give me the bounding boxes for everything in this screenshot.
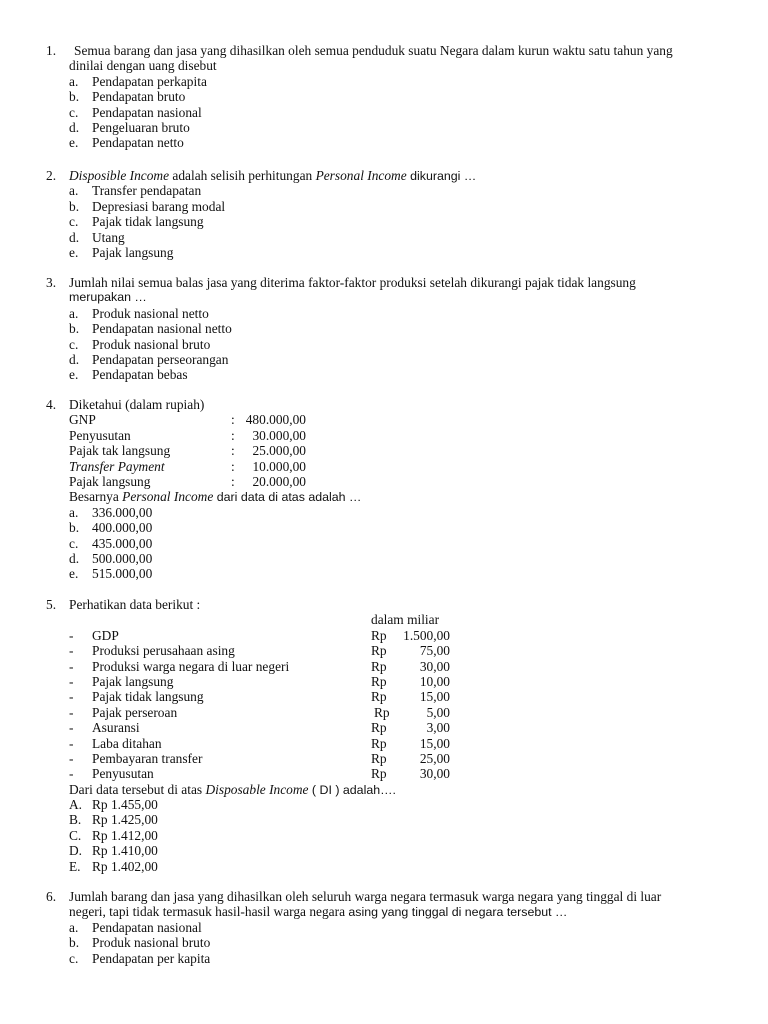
option-text: Transfer pendapatan <box>92 183 202 199</box>
item-label: Penyusutan <box>92 766 154 782</box>
option-letter: c. <box>69 336 79 352</box>
term-disposable-income: Disposable Income <box>205 781 309 797</box>
option-text: Pajak langsung <box>92 244 174 260</box>
option-text: Pendapatan nasional netto <box>92 321 232 337</box>
option-letter: a. <box>69 305 79 321</box>
option-e <box>0 367 768 382</box>
item-label: Pajak perseroan <box>92 704 178 720</box>
option-d <box>0 230 768 245</box>
stem-text: Besarnya <box>69 489 123 505</box>
question-ask <box>69 489 719 504</box>
option-letter: b. <box>69 198 80 214</box>
option-letter: c. <box>69 104 79 120</box>
data-colon: : <box>231 427 235 443</box>
option-text: Produk nasional bruto <box>92 935 211 951</box>
option-letter: e. <box>69 135 79 151</box>
stem-line <box>69 489 719 504</box>
data-colon: : <box>231 443 235 459</box>
term-personal-income: Personal Income <box>315 168 407 183</box>
data-colon: : <box>231 412 235 428</box>
item-label: GDP <box>92 627 119 643</box>
stem-text: ( DI ) adalah…. <box>308 782 396 797</box>
option-e <box>0 135 768 150</box>
item-amount: 15,00 <box>419 689 450 705</box>
option-text: Produk nasional netto <box>92 305 209 321</box>
option-text: Rp 1.402,00 <box>92 858 158 874</box>
data-row-transfer-payment <box>0 459 768 474</box>
item-amount: 3,00 <box>426 720 450 736</box>
stem-text: adalah selisih perhitungan <box>169 168 316 183</box>
stem-line: Jumlah barang dan jasa yang dihasilkan oleh seluruh warga negara termasuk warga negara yang tinggal di luar <box>69 889 662 904</box>
data-label: Pajak langsung <box>69 473 151 489</box>
currency: Rp <box>371 720 387 736</box>
option-text: 435.000,00 <box>92 535 153 551</box>
question-1 <box>0 43 768 151</box>
option-text: Depresiasi barang modal <box>92 198 226 214</box>
option-e <box>0 859 768 874</box>
question-ask <box>69 782 719 797</box>
list-item <box>0 628 768 643</box>
option-d <box>0 120 768 135</box>
option-c <box>0 951 768 966</box>
option-letter: d. <box>69 351 80 367</box>
currency: Rp <box>371 627 387 643</box>
item-amount: 25,00 <box>419 750 450 766</box>
data-label: Transfer Payment <box>69 458 165 474</box>
option-c <box>0 337 768 352</box>
question-number: 3. <box>46 275 57 290</box>
option-a <box>0 797 768 812</box>
option-letter: b. <box>69 321 80 337</box>
option-c <box>0 536 768 551</box>
data-value: 480.000,00 <box>245 412 306 428</box>
unit-label: dalam miliar <box>371 612 440 628</box>
option-b <box>0 520 768 535</box>
option-b <box>0 199 768 214</box>
question-stem <box>69 397 719 412</box>
list-item <box>0 643 768 658</box>
option-text: Pendapatan bruto <box>92 89 186 105</box>
option-letter: e. <box>69 566 79 582</box>
option-d <box>0 352 768 367</box>
data-label: Penyusutan <box>69 427 131 443</box>
list-item <box>0 751 768 766</box>
option-text: Pendapatan netto <box>92 135 184 151</box>
stem-text: Dari data tersebut di atas <box>69 781 206 797</box>
option-b <box>0 935 768 950</box>
option-letter: c. <box>69 214 79 230</box>
list-dash: - <box>69 720 74 736</box>
list-dash: - <box>69 658 74 674</box>
question-3 <box>0 275 768 383</box>
option-letter: d. <box>69 550 80 566</box>
option-a <box>0 183 768 198</box>
option-letter: A. <box>69 797 83 813</box>
currency: Rp <box>371 750 387 766</box>
option-c <box>0 828 768 843</box>
stem-line: Perhatikan data berikut : <box>69 597 201 612</box>
option-letter: a. <box>69 183 79 199</box>
data-label: Pajak tak langsung <box>69 443 171 459</box>
option-d <box>0 843 768 858</box>
currency: Rp <box>371 643 387 659</box>
option-e <box>0 566 768 581</box>
item-label: Pajak langsung <box>92 673 174 689</box>
question-stem <box>69 43 719 74</box>
option-letter: e. <box>69 244 79 260</box>
option-text: 500.000,00 <box>92 550 153 566</box>
option-a <box>0 505 768 520</box>
data-row-gnp <box>0 412 768 427</box>
option-text: Pengeluaran bruto <box>92 119 190 135</box>
list-dash: - <box>69 735 74 751</box>
option-d <box>0 551 768 566</box>
currency: Rp <box>374 704 390 720</box>
question-stem <box>69 275 719 306</box>
data-colon: : <box>231 458 235 474</box>
stem-line <box>69 782 719 797</box>
question-stem <box>69 889 719 920</box>
option-text: 400.000,00 <box>92 520 153 536</box>
data-colon: : <box>231 473 235 489</box>
item-amount: 15,00 <box>419 735 450 751</box>
option-text: Rp 1.410,00 <box>92 843 158 859</box>
term-personal-income: Personal Income <box>122 489 214 505</box>
item-amount: 30,00 <box>419 766 450 782</box>
stem-line: merupakan … <box>69 290 147 305</box>
option-letter: C. <box>69 827 82 843</box>
stem-line: Diketahui (dalam rupiah) <box>69 397 205 412</box>
item-amount: 75,00 <box>419 643 450 659</box>
option-c <box>0 105 768 120</box>
data-value: 25.000,00 <box>252 443 306 459</box>
option-b <box>0 89 768 104</box>
option-a <box>0 306 768 321</box>
list-item <box>0 720 768 735</box>
data-value: 20.000,00 <box>252 473 306 489</box>
option-letter: b. <box>69 520 80 536</box>
currency: Rp <box>371 766 387 782</box>
option-text: Pajak tidak langsung <box>92 214 204 230</box>
data-row-pajak-tak-langsung <box>0 443 768 458</box>
option-a <box>0 920 768 935</box>
option-letter: e. <box>69 367 79 383</box>
stem-text: dikurangi … <box>406 169 477 183</box>
list-item <box>0 766 768 781</box>
stem-line <box>69 168 719 183</box>
data-row-penyusutan <box>0 428 768 443</box>
item-label: Pajak tidak langsung <box>92 689 204 705</box>
list-item <box>0 674 768 689</box>
item-amount: 1.500,00 <box>403 627 450 643</box>
option-letter: c. <box>69 535 79 551</box>
unit-header <box>0 612 768 627</box>
stem-line: dinilai dengan uang disebut <box>69 58 217 74</box>
term-disposible-income: Disposible Income <box>69 168 170 183</box>
option-text: 515.000,00 <box>92 566 153 582</box>
option-b <box>0 321 768 336</box>
option-text: Rp 1.412,00 <box>92 827 158 843</box>
option-text: Utang <box>92 229 125 245</box>
list-dash: - <box>69 750 74 766</box>
item-label: Produksi perusahaan asing <box>92 643 235 659</box>
option-text: Pendapatan perseorangan <box>92 351 229 367</box>
option-letter: b. <box>69 935 80 951</box>
list-dash: - <box>69 766 74 782</box>
option-letter: B. <box>69 812 82 828</box>
question-number: 4. <box>46 397 57 412</box>
stem-line: Semua barang dan jasa yang dihasilkan oleh semua penduduk suatu Negara dalam kurun waktu satu tahun yang <box>74 43 673 58</box>
list-dash: - <box>69 673 74 689</box>
item-label: Produksi warga negara di luar negeri <box>92 658 290 674</box>
item-label: Asuransi <box>92 720 140 736</box>
option-letter: c. <box>69 950 79 966</box>
option-text: Pendapatan nasional <box>92 919 202 935</box>
option-letter: d. <box>69 229 80 245</box>
currency: Rp <box>371 735 387 751</box>
question-2 <box>0 168 768 260</box>
question-6 <box>0 889 768 966</box>
list-dash: - <box>69 689 74 705</box>
list-item <box>0 736 768 751</box>
item-label: Pembayaran transfer <box>92 750 203 766</box>
option-letter: D. <box>69 843 83 859</box>
question-stem <box>69 597 719 612</box>
option-text: Pendapatan perkapita <box>92 73 207 89</box>
option-e <box>0 245 768 260</box>
option-letter: a. <box>69 504 79 520</box>
data-row-pajak-langsung <box>0 474 768 489</box>
data-value: 30.000,00 <box>252 427 306 443</box>
option-letter: b. <box>69 89 80 105</box>
question-5 <box>0 597 768 874</box>
option-letter: E. <box>69 858 81 874</box>
currency: Rp <box>371 673 387 689</box>
currency: Rp <box>371 658 387 674</box>
stem-line <box>69 904 719 919</box>
stem-text: negeri, tapi tidak termasuk hasil-hasil warga negara <box>69 904 349 920</box>
item-amount: 5,00 <box>426 704 450 720</box>
stem-line: Jumlah nilai semua balas jasa yang diterima faktor-faktor produksi setelah dikurangi pajak tidak langsung <box>69 275 636 290</box>
stem-text: asing yang tinggal di negara tersebut … <box>348 905 568 920</box>
question-4 <box>0 397 768 582</box>
list-dash: - <box>69 704 74 720</box>
option-text: Pendapatan nasional <box>92 104 202 120</box>
data-value: 10.000,00 <box>252 458 306 474</box>
option-letter: d. <box>69 119 80 135</box>
option-text: Produk nasional bruto <box>92 336 211 352</box>
list-item <box>0 689 768 704</box>
item-label: Laba ditahan <box>92 735 162 751</box>
question-number: 1. <box>46 43 57 58</box>
option-b <box>0 812 768 827</box>
item-amount: 30,00 <box>419 658 450 674</box>
list-dash: - <box>69 643 74 659</box>
list-item <box>0 659 768 674</box>
option-text: Pendapatan bebas <box>92 367 188 383</box>
list-dash: - <box>69 627 74 643</box>
question-number: 6. <box>46 889 57 904</box>
option-text: Rp 1.425,00 <box>92 812 158 828</box>
question-stem <box>69 168 719 183</box>
question-number: 5. <box>46 597 57 612</box>
option-text: Pendapatan per kapita <box>92 950 211 966</box>
currency: Rp <box>371 689 387 705</box>
option-letter: a. <box>69 73 79 89</box>
option-letter: a. <box>69 919 79 935</box>
data-label: GNP <box>69 412 96 428</box>
question-number: 2. <box>46 168 57 183</box>
option-a <box>0 74 768 89</box>
item-amount: 10,00 <box>419 673 450 689</box>
list-item <box>0 705 768 720</box>
stem-text: dari data di atas adalah … <box>213 490 362 505</box>
option-text: Rp 1.455,00 <box>92 797 158 813</box>
option-c <box>0 214 768 229</box>
option-text: 336.000,00 <box>92 504 153 520</box>
